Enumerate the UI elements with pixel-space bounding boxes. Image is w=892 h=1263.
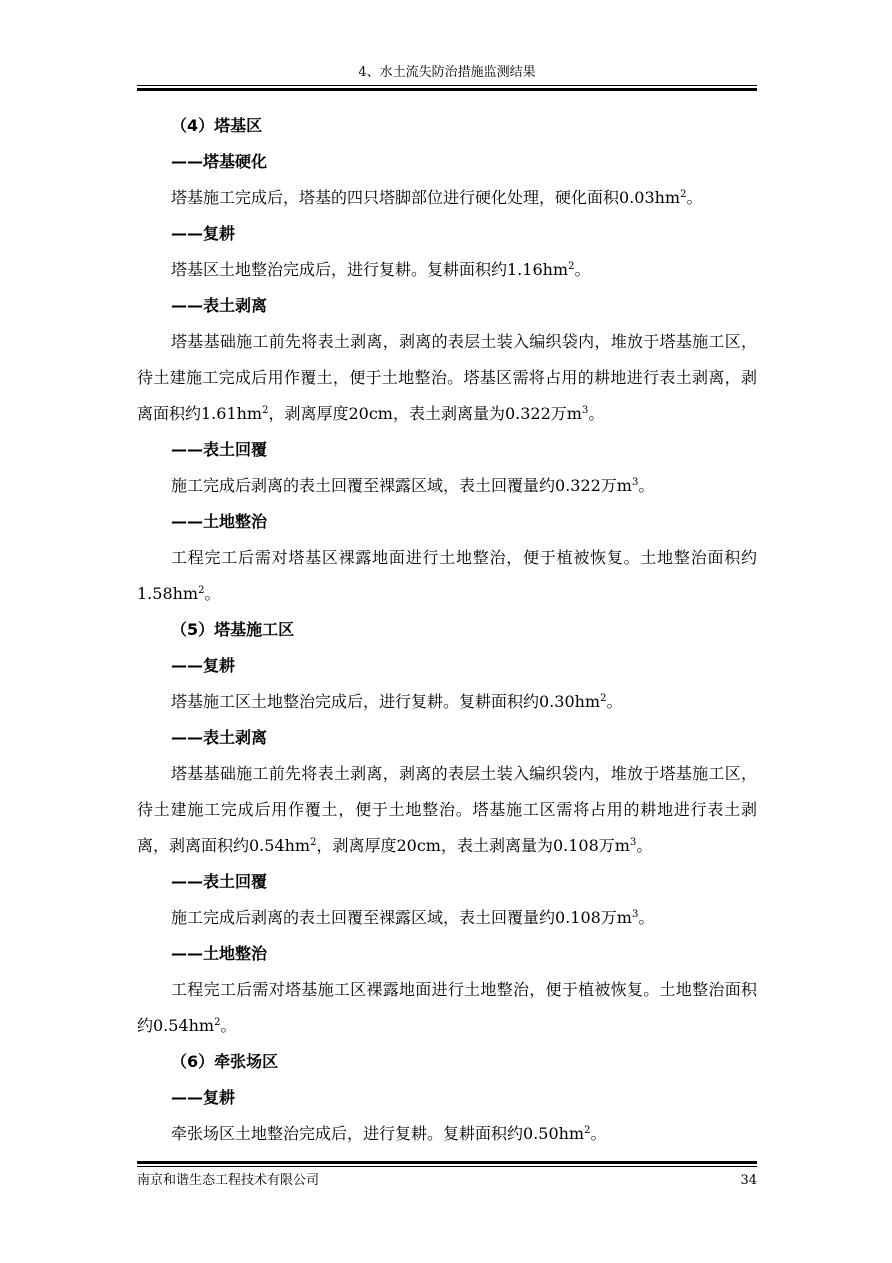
subsection-heading: ——塔基硬化 — [171, 152, 268, 171]
paragraph-text: 塔基区土地整治完成后，进行复耕。复耕面积约1.16hm — [171, 260, 569, 279]
unit-superscript: 2 — [584, 1125, 591, 1136]
subsection-heading: ——土地整治 — [171, 512, 268, 531]
subsection-heading: ——表土回覆 — [171, 872, 268, 891]
body-paragraph — [137, 684, 757, 720]
body-paragraph — [137, 324, 757, 432]
unit-superscript: 3 — [629, 837, 637, 848]
document-body — [137, 108, 757, 1152]
subsection-heading: ——土地整治 — [171, 944, 268, 963]
footer-rule-thick — [137, 1161, 757, 1164]
unit-superscript: 2 — [680, 189, 687, 200]
footer-company: 南京和谐生态工程技术有限公司 — [137, 1173, 320, 1188]
running-header: 4、水土流失防治措施监测结果 — [358, 65, 536, 80]
paragraph-text: 。 — [204, 584, 221, 603]
paragraph-text: 。 — [588, 404, 605, 423]
section-heading: （6）牵张场区 — [171, 1052, 279, 1071]
header-rule-thick — [137, 88, 757, 91]
body-paragraph — [137, 252, 757, 288]
paragraph-text: 。 — [590, 1124, 607, 1143]
paragraph-text: 塔基施工完成后，塔基的四只塔脚部位进行硬化处理，硬化面积0.03hm — [171, 188, 681, 207]
subsection-heading: ——复耕 — [171, 656, 236, 675]
paragraph-text: 。 — [636, 836, 653, 855]
body-paragraph — [137, 180, 757, 216]
paragraph-text: ，剥离厚度20cm，表土剥离量为0.108万m — [316, 836, 630, 855]
subsection-heading: ——表土剥离 — [171, 296, 268, 315]
paragraph-text: 。 — [606, 692, 623, 711]
section-heading: （5）塔基施工区 — [171, 620, 295, 639]
page-number: 34 — [740, 1173, 757, 1188]
body-paragraph — [137, 972, 757, 1044]
paragraph-text: 。 — [574, 260, 591, 279]
paragraph-text: 施工完成后剥离的表土回覆至裸露区域，表土回覆量约0.322万m — [171, 476, 632, 495]
paragraph-text: 塔基基础施工前先将表土剥离，剥离的表层土装入编织袋内，堆放于塔基施工区，待土建施工完成后用作覆土，便于土地整治。塔基施工区需将占用的耕地进行表土剥离，剥离面积约0.54hm — [137, 764, 757, 855]
subsection-heading: ——表土回覆 — [171, 440, 268, 459]
section-heading: （4）塔基区 — [171, 116, 263, 135]
body-paragraph — [137, 1116, 757, 1152]
unit-superscript: 2 — [310, 837, 317, 848]
paragraph-text: ，剥离厚度20cm，表土剥离量为0.322万m — [268, 404, 582, 423]
subsection-heading: ——表土剥离 — [171, 728, 268, 747]
unit-superscript: 3 — [631, 477, 639, 488]
paragraph-text: 塔基基础施工前先将表土剥离，剥离的表层土装入编织袋内，堆放于塔基施工区，待土建施工完成后用作覆土，便于土地整治。塔基区需将占用的耕地进行表土剥离，剥离面积约1.61hm — [137, 332, 757, 423]
footer-rule-thin — [137, 1166, 757, 1167]
unit-superscript: 2 — [262, 405, 269, 416]
unit-superscript: 2 — [600, 693, 607, 704]
paragraph-text: 施工完成后剥离的表土回覆至裸露区域，表土回覆量约0.108万m — [171, 908, 632, 927]
paragraph-text: 工程完工后需对塔基区裸露地面进行土地整治，便于植被恢复。土地整治面积约1.58hm — [137, 548, 757, 603]
body-paragraph — [137, 756, 757, 864]
body-paragraph — [137, 900, 757, 936]
paragraph-text: 塔基施工区土地整治完成后，进行复耕。复耕面积约0.30hm — [171, 692, 601, 711]
paragraph-text: 工程完工后需对塔基施工区裸露地面进行土地整治，便于植被恢复。土地整治面积约0.54hm — [137, 980, 757, 1035]
paragraph-text: 。 — [686, 188, 703, 207]
subsection-heading: ——复耕 — [171, 224, 236, 243]
paragraph-text: 。 — [638, 908, 655, 927]
subsection-heading: ——复耕 — [171, 1088, 236, 1107]
paragraph-text: 牵张场区土地整治完成后，进行复耕。复耕面积约0.50hm — [171, 1124, 585, 1143]
header-rule-thin — [137, 85, 757, 86]
paragraph-text: 。 — [220, 1016, 237, 1035]
unit-superscript: 2 — [198, 585, 205, 596]
body-paragraph — [137, 468, 757, 504]
unit-superscript: 3 — [581, 405, 589, 416]
unit-superscript: 2 — [214, 1017, 221, 1028]
unit-superscript: 2 — [568, 261, 575, 272]
body-paragraph — [137, 540, 757, 612]
paragraph-text: 。 — [638, 476, 655, 495]
unit-superscript: 3 — [631, 909, 639, 920]
